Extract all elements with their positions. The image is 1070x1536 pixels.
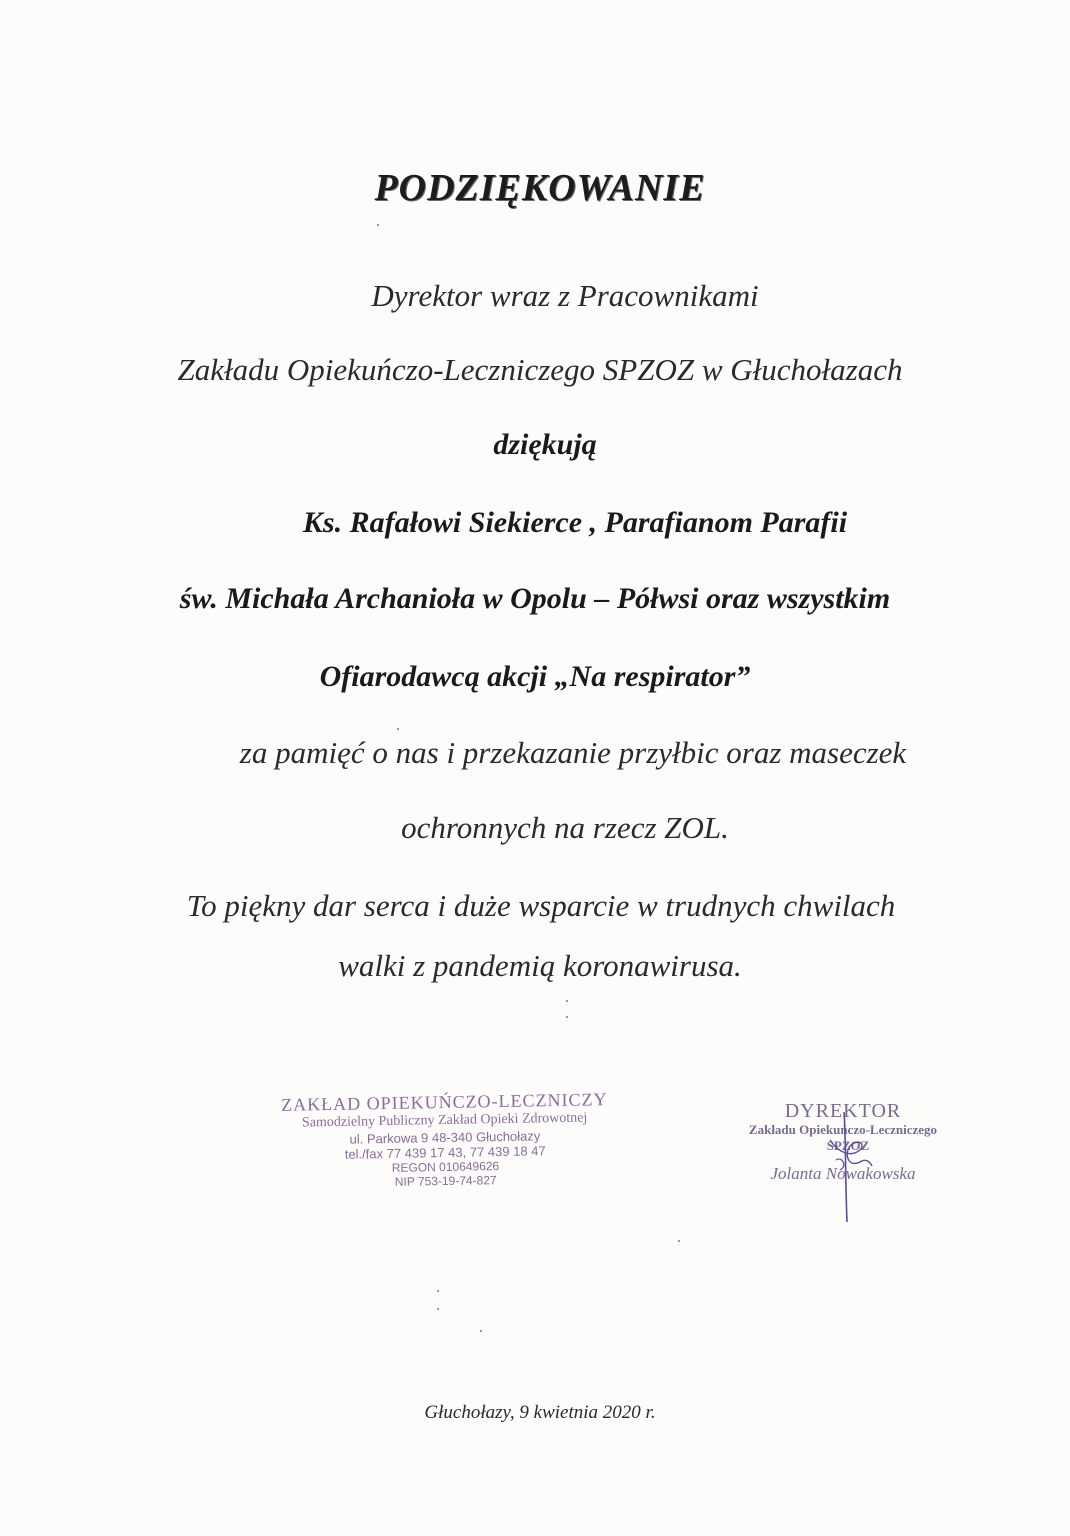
institution-stamp <box>279 1089 611 1191</box>
line-recipient-priest: Ks. Rafałowi Siekierce , Parafianom Parafii <box>302 506 848 539</box>
paper-speck <box>566 1016 568 1018</box>
stamp-institution-phone: tel./fax 77 439 17 43, 77 439 18 47 <box>344 1143 546 1162</box>
paper-speck <box>480 1330 482 1332</box>
paper-speck <box>397 728 399 730</box>
line-reason-cont: ochronnych na rzecz ZOL. <box>401 810 729 845</box>
stamp-institution-nip: NIP 753-19-74-827 <box>394 1173 497 1189</box>
director-stamp-abbr: SPZOZ <box>826 1138 870 1153</box>
director-stamp-institution: Zakładu Opiekuńczo-Leczniczego <box>748 1122 938 1137</box>
director-signature <box>800 1110 890 1225</box>
paper-speck <box>566 1000 568 1002</box>
stamp-institution-address: ul. Parkowa 9 48-340 Głuchołazy <box>349 1128 541 1147</box>
paper-speck <box>377 224 379 226</box>
line-recipient-parish: św. Michała Archanioła w Opolu – Półwsi oraz wszystkim <box>179 582 891 615</box>
stamp-institution-name: ZAKŁAD OPIEKUŃCZO-LECZNICZY <box>280 1089 608 1115</box>
place-date: Głuchołazy, 9 kwietnia 2020 r. <box>424 1402 656 1423</box>
paper-speck <box>678 1240 680 1242</box>
line-recipient-donors: Ofiarodawcą akcji „Na respirator” <box>319 660 751 693</box>
line-director-staff: Dyrektor wraz z Pracownikami <box>371 278 759 313</box>
stamp-institution-regon: REGON 010649626 <box>391 1159 500 1175</box>
director-stamp-person: Jolanta Nowakowska <box>770 1164 916 1183</box>
line-closing-cont: walki z pandemią koronawirusa. <box>338 948 742 983</box>
director-stamp-title: DYREKTOR <box>784 1100 902 1122</box>
paper-speck <box>437 1308 439 1310</box>
document-title: PODZIĘKOWANIE <box>374 167 706 209</box>
line-thank: dziękują <box>493 428 597 461</box>
line-institution: Zakładu Opiekuńczo-Leczniczego SPZOZ w Głuchołazach <box>177 352 903 387</box>
line-reason: za pamięć o nas i przekazanie przyłbic oraz maseczek <box>239 735 907 770</box>
paper-speck <box>437 1290 439 1292</box>
line-closing: To piękny dar serca i duże wsparcie w trudnych chwilach <box>186 888 896 923</box>
stamp-institution-subtitle: Samodzielny Publiczny Zakład Opieki Zdrowotnej <box>301 1110 588 1131</box>
